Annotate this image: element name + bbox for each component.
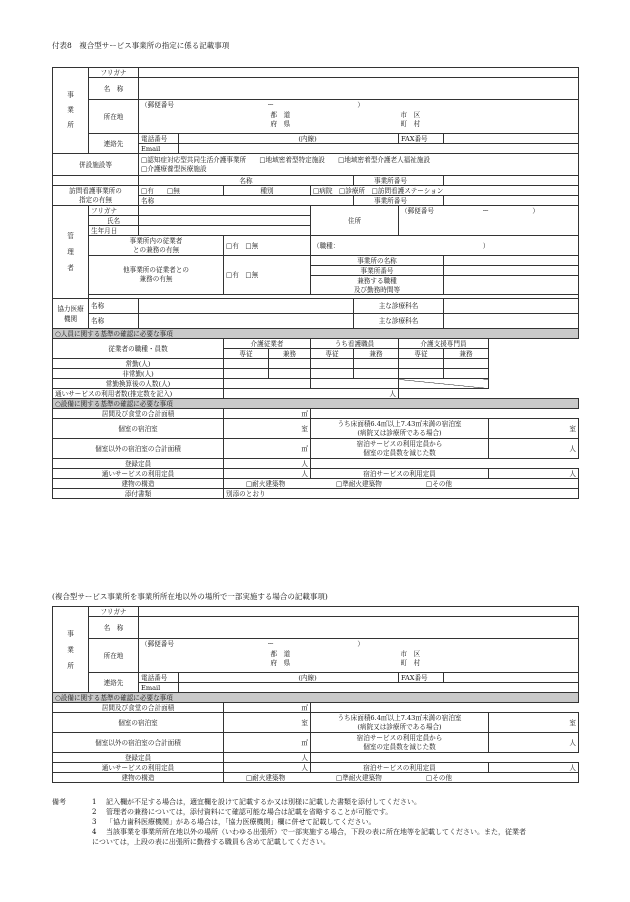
contact-label: 連絡先: [89, 134, 139, 154]
fax-label: FAX番号: [399, 134, 444, 144]
coop-name-field-1[interactable]: [139, 299, 354, 314]
branch-reg-capacity-label: 登録定員: [53, 753, 224, 763]
concurrent-external-umu[interactable]: □有 □無: [224, 256, 311, 295]
sub-full: 専従: [399, 349, 444, 359]
other-hours-label: 及び勤務時間等: [311, 285, 444, 295]
branch-shi-ku: 市 区: [399, 649, 579, 659]
branch-non-private-cap-label: 宿泊サービスの利用定員から 個室の定員数を減じた数: [311, 733, 489, 753]
stay-cap-label: 宿泊サービスの利用定員: [311, 469, 489, 479]
branch-stay-cap-field[interactable]: 人: [489, 763, 579, 773]
office-label: 事 業 所: [53, 68, 89, 154]
concurrent-internal-label: 事業所内の従業者 との兼務の有無: [89, 236, 224, 256]
visiting-name-label: 名称: [139, 196, 354, 206]
office-name-field[interactable]: [139, 78, 579, 100]
role-care-manager: 介護支援専門員: [399, 339, 489, 349]
phone-label: 電話番号: [139, 134, 179, 144]
cell[interactable]: [224, 359, 269, 369]
cell[interactable]: [269, 369, 311, 379]
email-field[interactable]: [179, 144, 579, 154]
cell[interactable]: [224, 379, 311, 389]
notes: [52, 797, 582, 847]
coop-dept-field-1[interactable]: [444, 299, 579, 314]
non-private-area-field[interactable]: ㎡: [224, 439, 311, 459]
branch-day-cap-field[interactable]: 人: [224, 763, 311, 773]
subtitle: (複合型サービス事業所を事業所所在地以外の場所で一部実施する場合の記載事項): [52, 592, 328, 601]
fax-field[interactable]: [444, 134, 579, 144]
furigana-label: フリガナ: [89, 68, 139, 78]
day-cap-label: 通いサービスの利用定員: [53, 469, 224, 479]
reg-capacity-label: 登録定員: [53, 459, 224, 469]
branch-fax-label: FAX番号: [399, 673, 444, 683]
branch-name-field[interactable]: [139, 617, 579, 639]
branch-day-cap-label: 通いサービスの利用定員: [53, 763, 224, 773]
branch-form-table: [52, 606, 579, 783]
note-line: 4 当該事業を事業所所在地以外の場所（いわゆる出張所）で一部実施する場合，下段の表に所在地等を記載してください。また，従業者: [92, 828, 526, 836]
address-label: 所在地: [89, 100, 139, 134]
manager-dob-field[interactable]: [139, 226, 311, 236]
note-line: 1 記入欄が不足する場合は，適宜欄を設けて記載するか又は別様に記載した書類を添付してください。: [92, 798, 421, 806]
concurrent-external-label: 他事業所の従業者との 兼務の有無: [89, 256, 224, 295]
branch-to-do: 都 道: [270, 649, 291, 658]
branch-phone-label: 電話番号: [139, 673, 179, 683]
manager-address-label: 住所: [311, 206, 399, 236]
branch-fax-field[interactable]: [444, 673, 579, 683]
branch-address-label: 所在地: [89, 639, 139, 673]
sub-full: 専従: [224, 349, 269, 359]
branch-non-private-area-label: 個室以外の宿泊室の合計面積: [53, 733, 224, 753]
visiting-umu[interactable]: □有 □無: [139, 186, 224, 196]
branch-cho-son: 町 村: [399, 659, 579, 673]
manager-name-field[interactable]: [139, 216, 311, 226]
cho-son: 町 村: [399, 120, 579, 134]
small-rooms-label: うち床面積6.4㎡以上7.43㎡未満の宿泊室 (病院又は診療所である場合): [311, 419, 489, 439]
note-line: については，上段の表に出張所に勤務する職員も含めて記載してください。: [92, 838, 330, 846]
concurrent-internal-umu[interactable]: □有 □無: [224, 236, 311, 256]
day-cap-field[interactable]: 人: [224, 469, 311, 479]
branch-email-label: Email: [139, 683, 179, 693]
branch-structure-options[interactable]: □耐火建築物 □準耐火建築物 □その他: [224, 773, 579, 783]
cell[interactable]: [311, 359, 354, 369]
manager-address-field[interactable]: [399, 216, 579, 236]
fu-ken: 府 県: [269, 120, 399, 134]
shi-ku: 市 区: [399, 110, 579, 120]
concurrent-job[interactable]: （職種： ）: [311, 236, 579, 256]
structure-options[interactable]: □耐火建築物 □準耐火建築物 □その他: [224, 479, 579, 489]
attachment-label: 添付書類: [53, 489, 224, 499]
branch-small-rooms-label: うち床面積6.4㎡以上7.43㎡未満の宿泊室 (病院又は診療所である場合): [311, 713, 489, 733]
staff-header-label: 従業者の職種・員数: [53, 339, 224, 359]
day-users-unit[interactable]: 人: [224, 389, 399, 399]
branch-extension-label: (内線): [179, 673, 399, 683]
coop-medical-label: 協力医療 機関: [53, 299, 89, 329]
coop-dept-label-1: 主な診療科名: [354, 299, 444, 314]
attachment-field[interactable]: 別添のとおり: [224, 489, 579, 499]
other-office-name-label: 事業所の名称: [311, 256, 444, 266]
branch-non-private-area-field[interactable]: ㎡: [224, 733, 311, 753]
structure-label: 建物の構造: [53, 479, 224, 489]
non-private-cap-label: 宿泊サービスの利用定員から 個室の定員数を減じた数: [311, 439, 489, 459]
private-rooms-label: 個室の宿泊室: [53, 419, 224, 439]
branch-structure-label: 建物の構造: [53, 773, 224, 783]
manager-postal[interactable]: （郵便番号 ー ）: [399, 206, 579, 216]
branch-office-label: 事 業 所: [53, 607, 89, 693]
staff-section-header: ○人員に関する基準の確認に必要な事項: [53, 329, 579, 339]
living-area-label: 居間及び食堂の合計面積: [53, 409, 224, 419]
branch-private-rooms-label: 個室の宿泊室: [53, 713, 224, 733]
non-private-area-label: 個室以外の宿泊室の合計面積: [53, 439, 224, 459]
private-rooms-field[interactable]: 室: [224, 419, 311, 439]
diagonal-cell: [399, 379, 489, 389]
row-parttime: 非常勤(人): [53, 369, 224, 379]
small-rooms-field[interactable]: 室: [489, 419, 579, 439]
other-office-name-field[interactable]: [444, 256, 579, 266]
address-postal-row[interactable]: （郵便番号 ー ）: [139, 100, 579, 110]
branch-non-private-cap-field[interactable]: 人: [489, 733, 579, 753]
cell[interactable]: [311, 379, 399, 389]
branch-reg-capacity-field[interactable]: 人: [224, 753, 311, 763]
manager-furigana-field[interactable]: [139, 206, 311, 216]
branch-furigana-field[interactable]: [139, 607, 579, 617]
visiting-office-no-field[interactable]: [444, 196, 579, 206]
cell[interactable]: [269, 359, 311, 369]
cell[interactable]: [354, 369, 399, 379]
manager-name-label: 氏名: [89, 216, 139, 226]
branch-email-field[interactable]: [179, 683, 579, 693]
other-job-field[interactable]: [444, 276, 579, 295]
coop-name-field-2[interactable]: [139, 314, 354, 329]
note-line: 2 管理者の兼務については，添付資料にて確認可能な場合は記載を省略することが可能です。: [92, 808, 393, 816]
role-care-worker: 介護従業者: [224, 339, 311, 349]
combined-facilities-options[interactable]: □認知症対応型共同生活介護事業所 □地域密着型特定施設 □地域密着型介護老人福祉施設 □介護療養型医療施設: [139, 154, 579, 176]
coop-dept-field-2[interactable]: [444, 314, 579, 329]
branch-postal-row[interactable]: （郵便番号 ー ）: [139, 639, 579, 649]
visiting-office-no-label: 事業所番号: [354, 196, 444, 206]
branch-living-area-field[interactable]: ㎡: [224, 703, 311, 713]
role-nurse: うち看護職員: [311, 339, 399, 349]
branch-contact-label: 連絡先: [89, 673, 139, 693]
email-label: Email: [139, 144, 179, 154]
coop-name-label-2: 名称: [89, 314, 139, 329]
manager-furigana-label: フリガナ: [89, 206, 139, 216]
reg-capacity-field[interactable]: 人: [224, 459, 311, 469]
equip-section-header: ○設備に関する基準の確認に必要な事項: [53, 399, 579, 409]
row-fulltime: 常勤(人): [53, 359, 224, 369]
cell[interactable]: [399, 369, 444, 379]
living-area-field[interactable]: ㎡: [224, 409, 311, 419]
branch-fu-ken: 府 県: [269, 659, 399, 673]
visiting-type-options[interactable]: □病院 □診療所 □訪問看護ステーション: [311, 186, 579, 196]
extension-label: (内線): [179, 134, 399, 144]
manager-dob-label: 生年月日: [89, 226, 139, 236]
combined-office-no-label: 事業所番号: [354, 176, 444, 186]
row-fte: 常勤換算後の人数(人): [53, 379, 224, 389]
cell[interactable]: [224, 369, 269, 379]
cell[interactable]: [311, 369, 354, 379]
cell[interactable]: [444, 369, 489, 379]
coop-name-label-1: 名称: [89, 299, 139, 314]
branch-equip-section-header: ○設備に関する基準の確認に必要な事項: [53, 693, 579, 703]
other-job-label: 兼務する職種: [311, 276, 444, 286]
branch-private-rooms-field[interactable]: 室: [224, 713, 311, 733]
note-line: 3 「協力歯科医療機関」がある場合は，「協力医療機関」欄に併せて記載してください。: [92, 818, 376, 826]
sub-full: 専従: [311, 349, 354, 359]
other-office-no-field[interactable]: [444, 266, 579, 276]
combined-office-no-field[interactable]: [444, 176, 579, 186]
sub-part: 兼務: [354, 349, 399, 359]
manager-label: 管 理 者: [53, 206, 89, 299]
other-office-no-label: 事業所番号: [311, 266, 444, 276]
coop-dept-label-2: 主な診療科名: [354, 314, 444, 329]
combined-facilities-label: 併設施設等: [53, 154, 139, 176]
cell[interactable]: [444, 359, 489, 369]
cell[interactable]: [399, 359, 444, 369]
cell[interactable]: [354, 359, 399, 369]
branch-living-area-label: 居間及び食堂の合計面積: [53, 703, 224, 713]
form-title: 付表8 複合型サービス事業所の指定に係る記載事項: [52, 41, 230, 50]
notes-label: 備考: [52, 798, 66, 806]
main-form-table: [52, 67, 579, 499]
day-users-label: 通いサービスの利用者数(推定数を記入): [53, 389, 224, 399]
visiting-type-label: 種別: [224, 186, 311, 196]
branch-stay-cap-label: 宿泊サービスの利用定員: [311, 763, 489, 773]
combined-name-label: 名称: [139, 176, 354, 186]
branch-furigana-label: フリガナ: [89, 607, 139, 617]
branch-name-label: 名 称: [89, 617, 139, 639]
to-do: 都 道: [270, 110, 291, 119]
sub-part: 兼務: [444, 349, 489, 359]
branch-small-rooms-field[interactable]: 室: [489, 713, 579, 733]
sub-part: 兼務: [269, 349, 311, 359]
stay-cap-field[interactable]: 人: [489, 469, 579, 479]
furigana-field[interactable]: [139, 68, 579, 78]
non-private-cap-field[interactable]: 人: [489, 439, 579, 459]
office-name-label: 名 称: [89, 78, 139, 100]
visiting-nursing-label: 訪問看護事業所の 指定の有無: [53, 186, 139, 206]
